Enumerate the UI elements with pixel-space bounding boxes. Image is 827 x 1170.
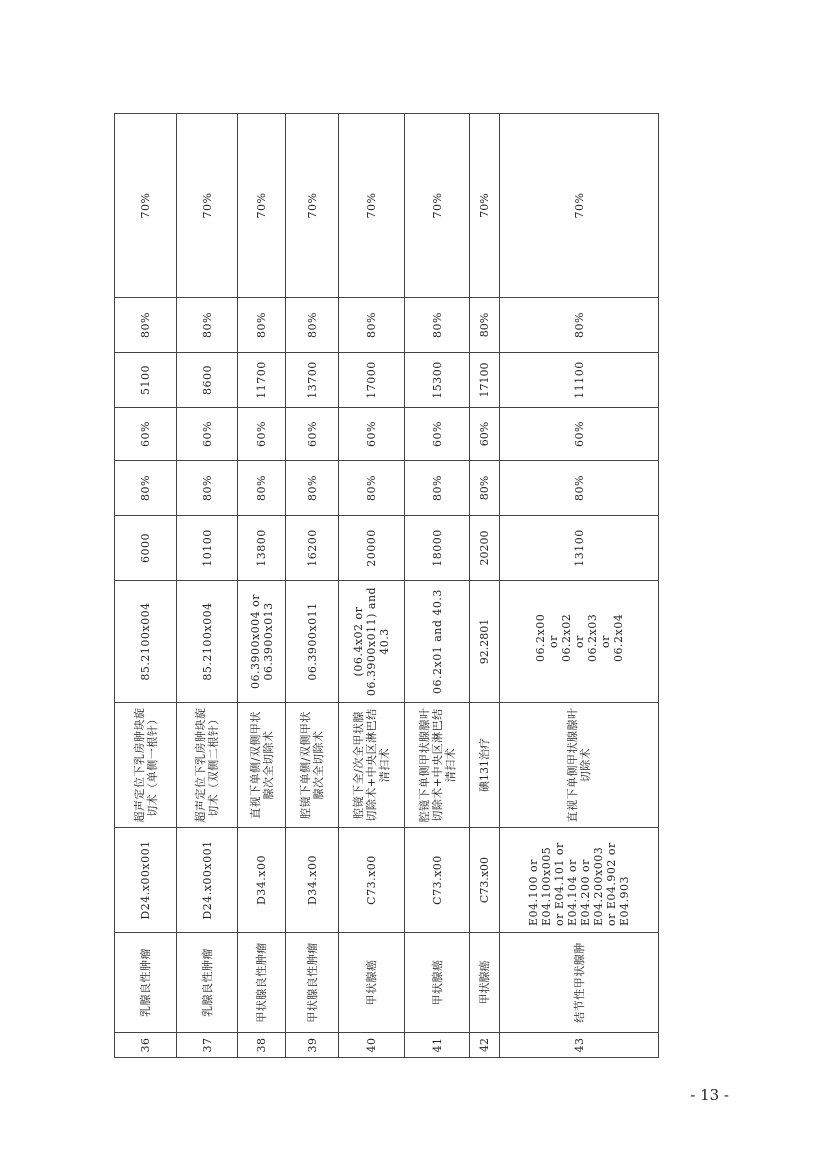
cell-value-1: 13800 <box>238 516 286 581</box>
cell-pct-2: 60% <box>238 408 286 461</box>
cell-pct-3: 80% <box>470 298 500 353</box>
cell-value-2: 11100 <box>500 353 659 408</box>
cell-disease: 甲状腺癌 <box>470 933 500 1033</box>
cell-value-2: 8600 <box>177 353 238 408</box>
cell-value-1: 13100 <box>500 516 659 581</box>
cell-proc-code: 06.2x00 or 06.2x02 or 06.2x03 or 06.2x04 <box>500 581 659 703</box>
cell-disease: 甲状腺癌 <box>339 933 405 1033</box>
table-row <box>177 114 238 1058</box>
cell-pct-4: 70% <box>177 114 238 298</box>
cell-value-1: 20000 <box>339 516 405 581</box>
cell-no: 42 <box>470 1033 500 1058</box>
cell-value-1: 20200 <box>470 516 500 581</box>
cell-procedure: 直视下单侧甲状腺腺叶切除术 <box>500 703 659 828</box>
rotated-table-container <box>114 114 658 1058</box>
table-row <box>238 114 286 1058</box>
cell-procedure: 腔镜下单侧甲状腺腺叶切除术+中央区淋巴结清扫术 <box>405 703 470 828</box>
cell-pct-3: 80% <box>177 298 238 353</box>
cell-procedure: 碘131治疗 <box>470 703 500 828</box>
cell-no: 36 <box>115 1033 177 1058</box>
cell-value-2: 5100 <box>115 353 177 408</box>
cell-proc-code: 85.2100x004 <box>115 581 177 703</box>
cell-value-2: 11700 <box>238 353 286 408</box>
cell-pct-3: 80% <box>500 298 659 353</box>
cell-pct-1: 80% <box>500 461 659 516</box>
cell-diag-code: C73.x00 <box>405 828 470 933</box>
cell-pct-1: 80% <box>115 461 177 516</box>
cell-disease: 甲状腺良性肿瘤 <box>286 933 339 1033</box>
cell-pct-3: 80% <box>238 298 286 353</box>
cell-proc-code: 06.3900x011 <box>286 581 339 703</box>
table-row <box>405 114 470 1058</box>
cell-procedure: 腔镜下全/次全甲状腺切除术+中央区淋巴结清扫术 <box>339 703 405 828</box>
cell-pct-2: 60% <box>177 408 238 461</box>
cell-proc-code: 06.2x01 and 40.3 <box>405 581 470 703</box>
cell-pct-2: 60% <box>470 408 500 461</box>
cell-pct-1: 80% <box>405 461 470 516</box>
cell-value-2: 15300 <box>405 353 470 408</box>
fee-table <box>114 113 659 1058</box>
cell-value-2: 17100 <box>470 353 500 408</box>
cell-pct-4: 70% <box>238 114 286 298</box>
cell-disease: 乳腺良性肿瘤 <box>115 933 177 1033</box>
cell-pct-2: 60% <box>286 408 339 461</box>
cell-pct-1: 80% <box>238 461 286 516</box>
cell-pct-1: 80% <box>339 461 405 516</box>
cell-diag-code: D24.x00x001 <box>115 828 177 933</box>
cell-pct-4: 70% <box>115 114 177 298</box>
cell-value-1: 10100 <box>177 516 238 581</box>
cell-pct-1: 80% <box>470 461 500 516</box>
cell-disease: 结节性甲状腺肿 <box>500 933 659 1033</box>
cell-disease: 甲状腺癌 <box>405 933 470 1033</box>
cell-no: 37 <box>177 1033 238 1058</box>
cell-pct-4: 70% <box>286 114 339 298</box>
cell-disease: 甲状腺良性肿瘤 <box>238 933 286 1033</box>
cell-diag-code: D34.x00 <box>238 828 286 933</box>
table-row <box>339 114 405 1058</box>
cell-proc-code: 85.2100x004 <box>177 581 238 703</box>
cell-diag-code: D34.x00 <box>286 828 339 933</box>
cell-procedure: 直视下单侧/双侧甲状腺次全切除术 <box>238 703 286 828</box>
cell-diag-code: C73.x00 <box>339 828 405 933</box>
cell-proc-code: 06.3900x004 or 06.3900x013 <box>238 581 286 703</box>
cell-no: 43 <box>500 1033 659 1058</box>
cell-value-2: 17000 <box>339 353 405 408</box>
cell-value-1: 18000 <box>405 516 470 581</box>
cell-pct-4: 70% <box>339 114 405 298</box>
page-number: - 13 - <box>690 1086 729 1104</box>
cell-pct-1: 80% <box>177 461 238 516</box>
cell-pct-2: 60% <box>115 408 177 461</box>
cell-pct-3: 80% <box>339 298 405 353</box>
cell-no: 39 <box>286 1033 339 1058</box>
cell-pct-4: 70% <box>405 114 470 298</box>
cell-procedure: 超声定位下乳房肿块旋切术（双侧二根针） <box>177 703 238 828</box>
table-row <box>286 114 339 1058</box>
cell-pct-4: 70% <box>470 114 500 298</box>
cell-procedure: 超声定位下乳房肿块旋切术（单侧一根针） <box>115 703 177 828</box>
cell-no: 40 <box>339 1033 405 1058</box>
cell-pct-3: 80% <box>115 298 177 353</box>
cell-proc-code: (06.4x02 or 06.3900x011) and 40.3 <box>339 581 405 703</box>
cell-pct-3: 80% <box>405 298 470 353</box>
table-rotation-frame <box>114 114 658 1058</box>
cell-pct-4: 70% <box>500 114 659 298</box>
table-row <box>115 114 177 1058</box>
cell-diag-code: D24.x00x001 <box>177 828 238 933</box>
cell-pct-2: 60% <box>339 408 405 461</box>
cell-value-2: 13700 <box>286 353 339 408</box>
table-row <box>500 114 659 1058</box>
cell-proc-code: 92.2801 <box>470 581 500 703</box>
cell-value-1: 6000 <box>115 516 177 581</box>
cell-pct-3: 80% <box>286 298 339 353</box>
cell-procedure: 腔镜下单侧/双侧甲状腺次全切除术 <box>286 703 339 828</box>
table-row <box>470 114 500 1058</box>
cell-pct-1: 80% <box>286 461 339 516</box>
cell-pct-2: 60% <box>500 408 659 461</box>
cell-no: 38 <box>238 1033 286 1058</box>
cell-pct-2: 60% <box>405 408 470 461</box>
cell-disease: 乳腺良性肿瘤 <box>177 933 238 1033</box>
cell-diag-code: E04.100 or E04.100x005 or E04.101 or E04.104 or E04.200 or E04.200x003 or E04.902 or E04.903 <box>500 828 659 933</box>
cell-value-1: 16200 <box>286 516 339 581</box>
cell-no: 41 <box>405 1033 470 1058</box>
cell-diag-code: C73.x00 <box>470 828 500 933</box>
